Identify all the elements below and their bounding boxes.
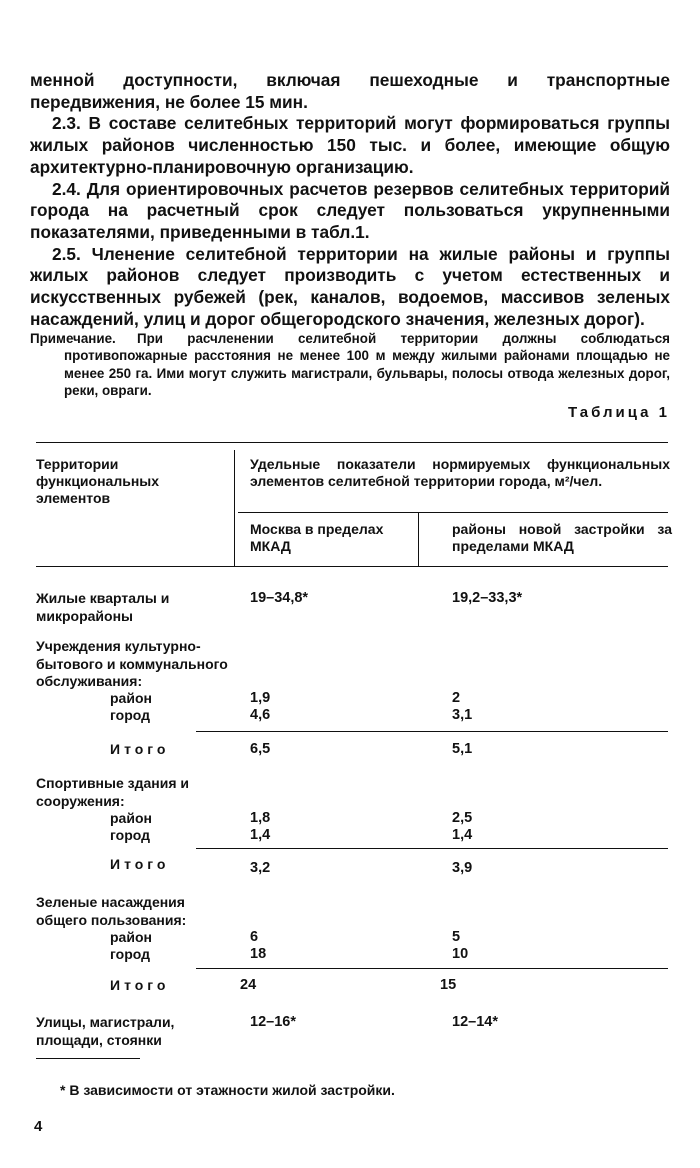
- row-green-district-new: 5: [452, 929, 461, 945]
- header-divider: [234, 450, 235, 566]
- table-top-rule: [36, 442, 668, 443]
- footnote: * В зависимости от этажности жилой застройки.: [60, 1082, 395, 1098]
- row-sports-total-new: 3,9: [452, 860, 473, 876]
- row-cultural-city-moscow: 4,6: [250, 707, 271, 723]
- row-green-city-moscow: 18: [250, 946, 267, 962]
- footnote-rule: [36, 1058, 140, 1059]
- header-moscow: Москва в пределах МКАД: [250, 521, 384, 554]
- body-text: [30, 70, 670, 330]
- row-cultural-label: Учреждения культурно-бытового и коммунального обслуживания:: [36, 638, 228, 689]
- row-cultural-city-new: 3,1: [452, 707, 473, 723]
- clause-number: 2.3.: [52, 113, 81, 134]
- row-sports-city-new: 1,4: [452, 827, 473, 843]
- row-cultural-district-moscow: 1,9: [250, 690, 271, 706]
- paragraph-2-4: [30, 179, 670, 244]
- row-green-total-moscow: 24: [240, 977, 257, 993]
- clause-number: 2.5.: [52, 243, 81, 264]
- subheader-rule: [238, 512, 668, 513]
- row-housing-label: Жилые кварталы и микрорайоны: [36, 590, 170, 624]
- note-text: При расчленении селитебной территории должны соблюдаться противопожарные расстояния не менее 100 м между жилыми районами площадью не менее 250 га. Ими могут служить магистрали, бульвары, полосы отвода железных дорог, реки, овраги.: [64, 331, 670, 399]
- subtotal-rule: [196, 968, 668, 969]
- row-cultural-city-label: город: [110, 707, 151, 723]
- header-territories: Территории функциональных элементов: [36, 456, 160, 506]
- row-cultural-district-new: 2: [452, 690, 461, 706]
- row-sports-district-new: 2,5: [452, 810, 473, 826]
- table-caption: Таблица 1: [567, 404, 670, 421]
- subtotal-rule: [196, 731, 668, 732]
- row-green-total-label: Итого: [110, 977, 170, 993]
- paragraph-2-5: [30, 244, 670, 331]
- paragraph-text: Для ориентировочных расчетов резервов селитебных территорий города на расчетный срок следует пользоваться укрупненными показателями, приведенными в табл.1.: [30, 178, 670, 242]
- row-sports-district-label: район: [110, 810, 152, 826]
- header-group: Удельные показатели нормируемых функциональных элементов селитебной территории города, м²/чел.: [250, 456, 670, 489]
- row-streets-label: Улицы, магистрали, площади, стоянки: [36, 1014, 175, 1048]
- note-label: Примечание.: [30, 331, 116, 346]
- row-cultural-total-new: 5,1: [452, 741, 473, 757]
- header-new-districts: районы новой застройки за пределами МКАД: [452, 521, 672, 554]
- clause-number: 2.4.: [52, 178, 81, 199]
- row-streets-new: 12–14*: [452, 1014, 498, 1030]
- page-number: 4: [34, 1118, 43, 1135]
- subtotal-rule: [196, 848, 668, 849]
- paragraph-2-3: [30, 113, 670, 178]
- paragraph-text: В составе селитебных территорий могут формироваться группы жилых районов численностью 150 тыс. и более, имеющие общую архитектурно-планировочную организацию.: [30, 113, 670, 177]
- row-green-district-moscow: 6: [250, 929, 259, 945]
- row-sports-district-moscow: 1,8: [250, 810, 271, 826]
- row-housing-new: 19,2–33,3*: [452, 590, 523, 606]
- paragraph-continuation: менной доступности, включая пешеходные и транспортные передвижения, не более 15 мин.: [30, 70, 670, 112]
- row-green-district-label: район: [110, 929, 152, 945]
- row-green-label: Зеленые насаждения общего пользования:: [36, 894, 187, 928]
- row-sports-city-moscow: 1,4: [250, 827, 271, 843]
- header-bottom-rule: [36, 566, 668, 567]
- row-cultural-total-label: Итого: [110, 741, 170, 757]
- subheader-divider: [418, 512, 419, 566]
- paragraph-text: Членение селитебной территории на жилые районы и группы жилых районов следует производить с учетом естественных и искусственных рубежей (рек, каналов, водоемов, массивов зеленых насаждений, улиц и дорог общегородского значения, железных дорог).: [30, 243, 670, 329]
- row-housing-moscow: 19–34,8*: [250, 590, 309, 606]
- row-sports-total-label: Итого: [110, 856, 170, 872]
- row-sports-total-moscow: 3,2: [250, 860, 271, 876]
- row-streets-moscow: 12–16*: [250, 1014, 296, 1030]
- row-green-city-new: 10: [452, 946, 469, 962]
- row-sports-city-label: город: [110, 827, 151, 843]
- row-sports-label: Спортивные здания и сооружения:: [36, 775, 190, 809]
- row-green-city-label: город: [110, 946, 151, 962]
- note-block: [30, 330, 670, 400]
- row-cultural-district-label: район: [110, 690, 152, 706]
- row-cultural-total-moscow: 6,5: [250, 741, 271, 757]
- row-green-total-new: 15: [440, 977, 457, 993]
